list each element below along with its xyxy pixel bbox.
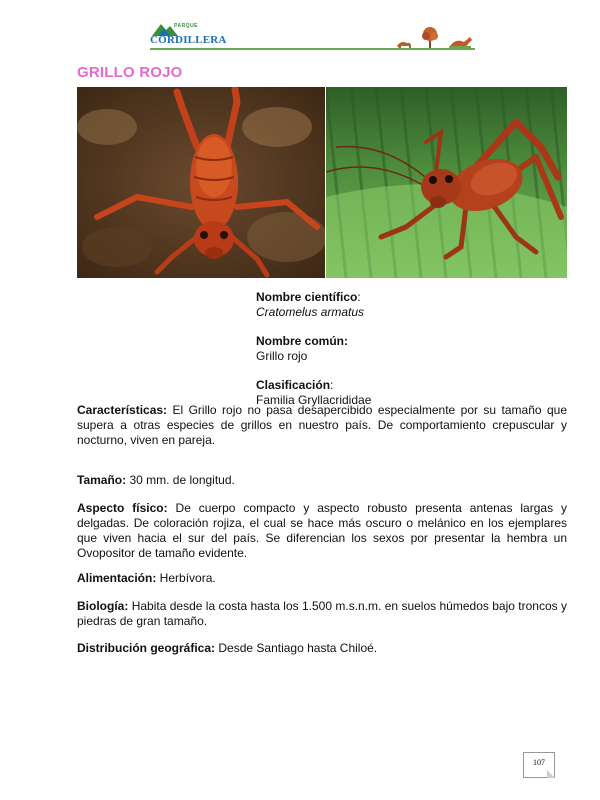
section-caracteristicas <box>77 403 567 448</box>
scientific-name-colon: : <box>357 290 361 304</box>
page-fold-icon <box>547 770 555 778</box>
section-label: Biología: <box>77 599 129 613</box>
section-label: Aspecto físico: <box>77 501 168 515</box>
logo-text: CORDILLERA <box>150 34 227 46</box>
red-cricket-photo <box>326 87 567 278</box>
common-name-value: Grillo rojo <box>256 349 308 363</box>
section-alimentacion <box>77 571 567 586</box>
common-name-label: Nombre común: <box>256 334 349 348</box>
section-label: Distribución geográfica: <box>77 641 216 655</box>
scientific-name-row <box>256 290 556 305</box>
section-label: Características: <box>77 403 168 417</box>
section-biologia <box>77 599 567 629</box>
classification-label: Clasificación <box>256 378 331 392</box>
page-header <box>0 0 600 62</box>
classification-row <box>256 378 556 393</box>
classification-colon: : <box>330 378 334 392</box>
section-distribucion <box>77 641 567 656</box>
logo-subtext: PARQUE <box>174 23 199 29</box>
section-tamano <box>77 473 567 488</box>
section-text: De cuerpo compacto y aspecto robusto presenta antenas largas y delgadas. De coloración rojiza, el cual se hace más oscuro o melánico en los ejemplares que viven hacia el sur del país. Se diferencian los sexos por presentar la hembra un Ovopositor de tamaño evidente. <box>77 501 567 560</box>
fauna-silhouettes-icon <box>395 26 475 50</box>
page-title: GRILLO ROJO <box>77 64 183 81</box>
section-text: Desde Santiago hasta Chiloé. <box>215 641 378 655</box>
section-text: 30 mm. de longitud. <box>126 473 235 487</box>
red-cricket-photo <box>77 87 325 278</box>
photo-cricket-on-leaf <box>326 87 567 278</box>
scientific-name-value: Cratomelus armatus <box>256 305 365 319</box>
photo-cricket-on-soil <box>77 87 325 278</box>
section-aspecto-fisico <box>77 501 567 561</box>
section-text: El Grillo rojo no pasa desapercibido especialmente por su tamaño que supera a otras especies de grillos en nuestro país. De comportamiento crepuscular y nocturno, viven en pareja. <box>77 403 567 447</box>
page-number: 107 <box>533 758 545 767</box>
section-text: Habita desde la costa hasta los 1.500 m.s.n.m. en suelos húmedos bajo troncos y piedras de gran tamaño. <box>77 599 567 628</box>
parque-cordillera-logo <box>150 22 227 50</box>
section-label: Alimentación: <box>77 571 157 585</box>
page-number-box <box>523 752 555 778</box>
classification-block <box>256 290 556 408</box>
section-text: Herbívora. <box>156 571 216 585</box>
section-label: Tamaño: <box>77 473 127 487</box>
scientific-name-label: Nombre científico <box>256 290 358 304</box>
classification-value: Familia Gryllacrididae <box>256 393 372 407</box>
